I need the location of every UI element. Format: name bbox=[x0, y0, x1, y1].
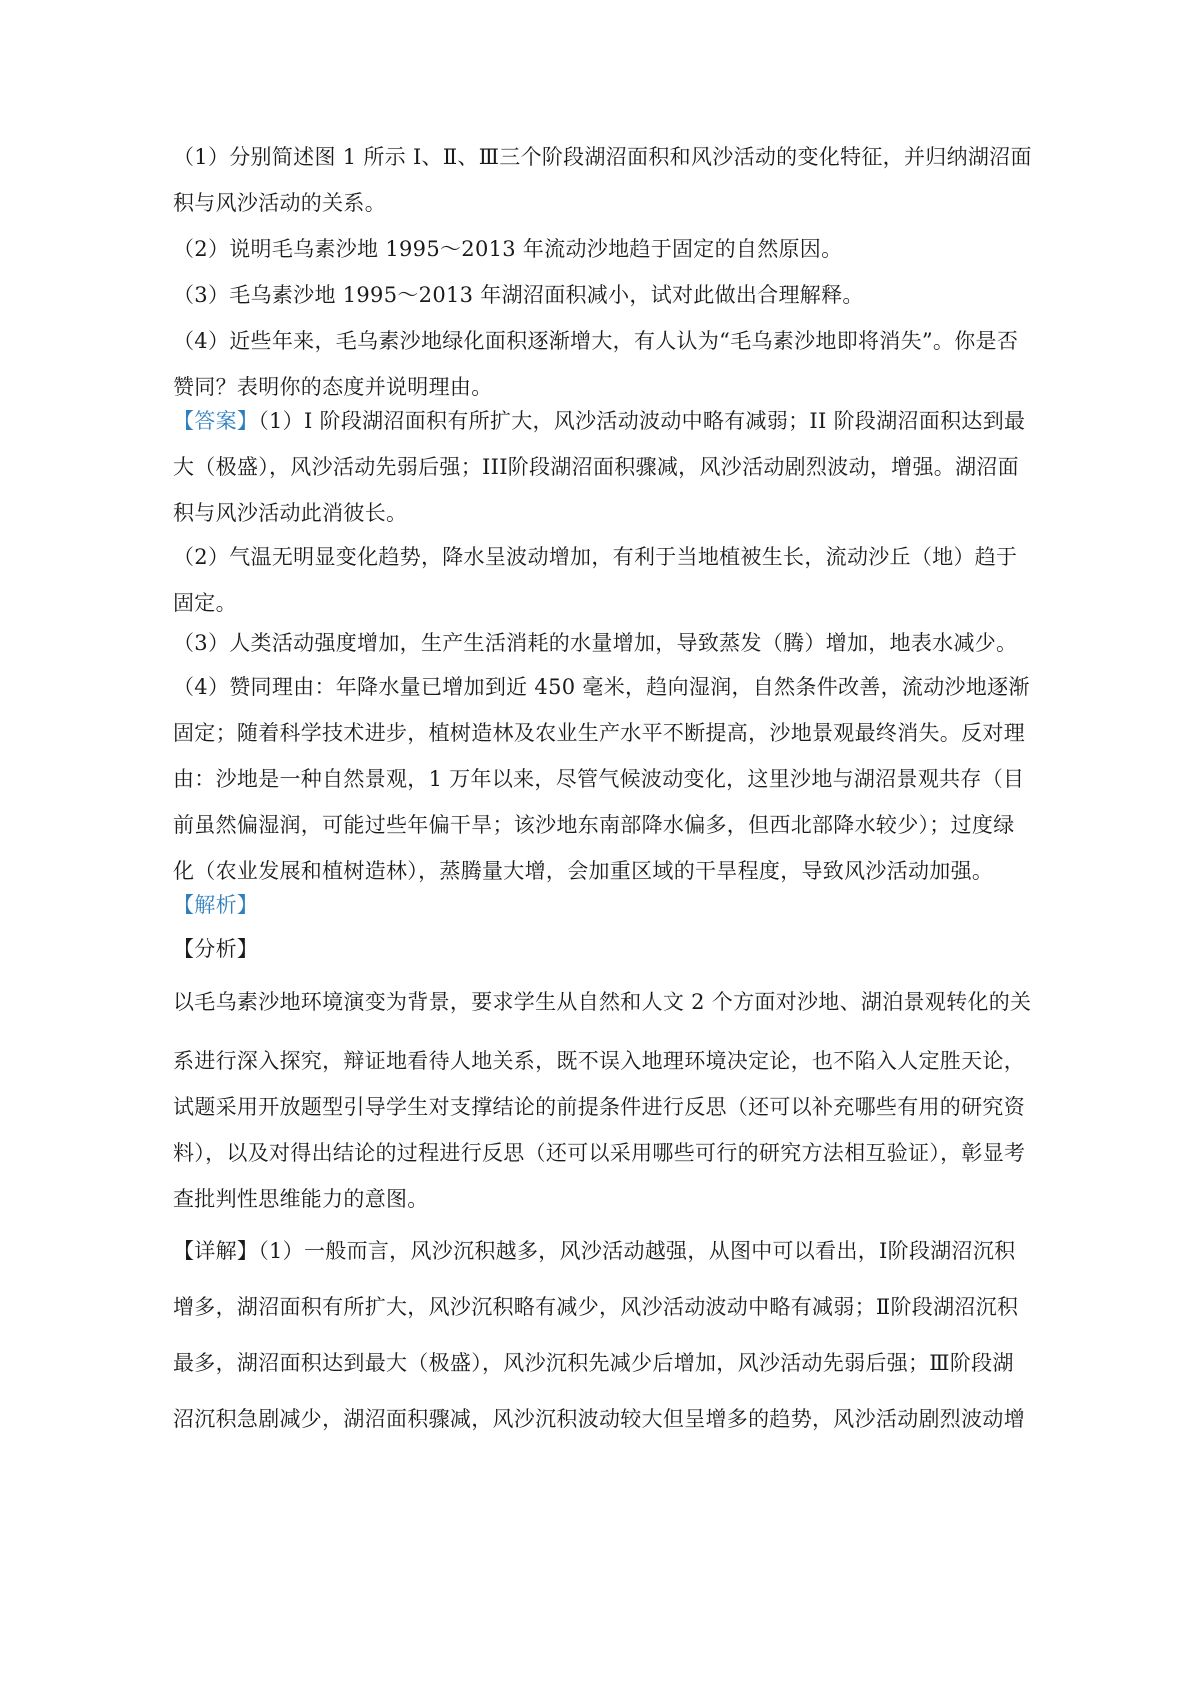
question-4-line-2: 赞同？表明你的态度并说明理由。 bbox=[173, 375, 493, 399]
detail-tag: 【详解】 bbox=[173, 1239, 259, 1263]
analysis-body-cont: 系进行深入探究，辩证地看待人地关系，既不误入地理环境决定论，也不陷入人定胜天论， 试题采用开放题型引导学生对支撑结论的前提条件进行反思（还可以补充哪些有用的研究资 料），以及对得出结论的过程进行反思（还可以采用哪些可行的研究方法相互验证），彰显考 查批判性思维能力的意图。 bbox=[173, 1049, 1026, 1211]
question-1-line-2: 积与风沙活动的关系。 bbox=[173, 191, 386, 215]
answer-1: 【答案】（1）I 阶段湖沼面积有所扩大，风沙活动波动中略有减弱；II 阶段湖沼面积达到最 大（极盛），风沙活动先弱后强；III阶段湖沼面积骤减，风沙活动剧烈波动，增强。湖沼面 积与风沙活动此消彼长。 bbox=[173, 409, 1026, 525]
analysis-subtag: 【分析】 bbox=[173, 937, 259, 961]
detail-line-1: 【详解】（1）一般而言，风沙沉积越多，风沙活动越强，从图中可以看出，Ⅰ阶段湖沼沉积 bbox=[173, 1239, 1016, 1263]
answer-3: （3）人类活动强度增加，生产生活消耗的水量增加，导致蒸发（腾）增加，地表水减少。 bbox=[173, 631, 1018, 655]
answer-4: （4）赞同理由：年降水量已增加到近 450 毫米，趋向湿润，自然条件改善，流动沙地逐渐 固定；随着科学技术进步，植树造林及农业生产水平不断提高，沙地景观最终消失。反对理 由：沙地是一种自然景观，1 万年以来，尽管气候波动变化，这里沙地与湖沼景观共存（目 前虽然偏湿润，可能过些年偏干旱；该沙地东南部降水偏多，但西北部降水较少）；过度绿 化（农业发展和植树造林），蒸腾量大增，会加重区域的干旱程度，导致风沙活动加强。 bbox=[173, 675, 1030, 883]
detail-line-4: 沼沉积急剧减少，湖沼面积骤减，风沙沉积波动较大但呈增多的趋势，风沙活动剧烈波动增 bbox=[173, 1407, 1025, 1431]
analysis-tag: 【解析】 bbox=[173, 893, 259, 917]
question-4 bbox=[173, 318, 1043, 410]
question-3: （3）毛乌素沙地 1995～2013 年湖沼面积减小，试对此做出合理解释。 bbox=[173, 283, 864, 307]
detail-line-2: 增多，湖沼面积有所扩大，风沙沉积略有减少，风沙活动波动中略有减弱；Ⅱ阶段湖沼沉积 bbox=[173, 1295, 1019, 1319]
question-2: （2）说明毛乌素沙地 1995～2013 年流动沙地趋于固定的自然原因。 bbox=[173, 237, 843, 261]
question-1 bbox=[173, 134, 1043, 226]
answer-tag: 【答案】 bbox=[173, 409, 259, 433]
answer-2: （2）气温无明显变化趋势，降水呈波动增加，有利于当地植被生长，流动沙丘（地）趋于 固定。 bbox=[173, 545, 1018, 615]
question-1-line-1: （1）分别简述图 1 所示 Ⅰ、Ⅱ、Ⅲ三个阶段湖沼面积和风沙活动的变化特征，并归纳湖沼面 bbox=[173, 145, 1032, 169]
analysis-body: 以毛乌素沙地环境演变为背景，要求学生从自然和人文 2 个方面对沙地、湖泊景观转化的关 bbox=[173, 990, 1032, 1014]
question-4-line-1: （4）近些年来，毛乌素沙地绿化面积逐渐增大，有人认为“毛乌素沙地即将消失”。你是否 bbox=[173, 329, 1019, 353]
detail-line-3: 最多，湖沼面积达到最大（极盛），风沙沉积先减少后增加，风沙活动先弱后强；Ⅲ阶段湖 bbox=[173, 1351, 1014, 1375]
